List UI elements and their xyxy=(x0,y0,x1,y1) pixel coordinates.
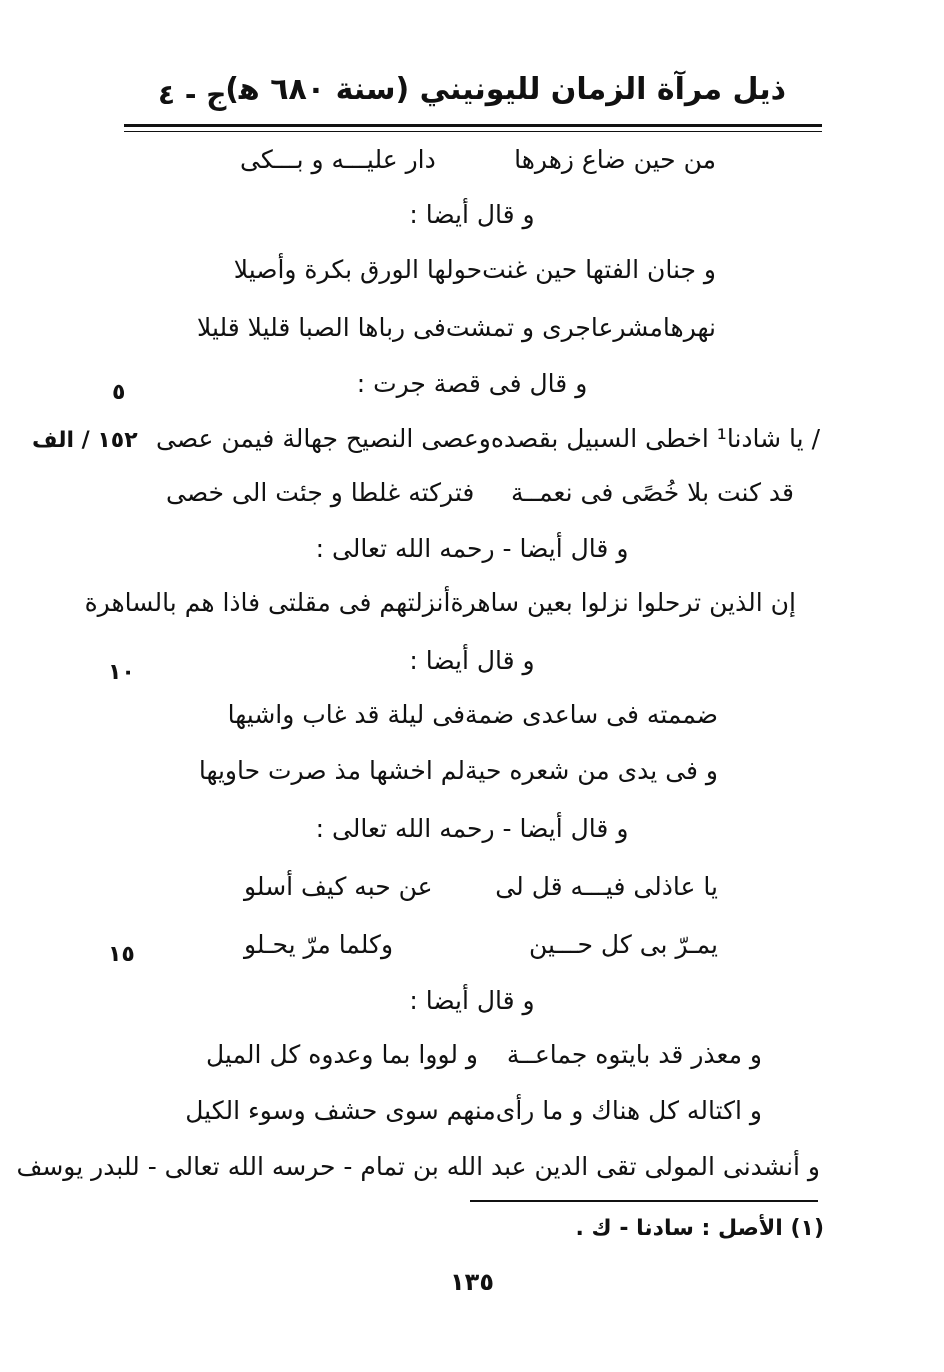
verse-line xyxy=(244,930,718,959)
verse-line xyxy=(206,1040,762,1069)
section-heading: و قال أيضا - رحمه الله تعالى : xyxy=(315,534,629,563)
verse-first-hemistich: قد كنت بلا خُصًى فى نعمــة xyxy=(511,478,794,507)
prose-line: و أنشدنى المولى تقى الدين عبد الله بن تمام - حرسه الله تعالى - للبدر يوسف xyxy=(16,1152,820,1181)
verse-first-hemistich: من حين ضاع زهرها xyxy=(514,145,716,174)
margin-line-number: ١٥ xyxy=(108,942,135,967)
section-heading: و قال أيضا - رحمه الله تعالى : xyxy=(315,814,629,843)
volume-label: ج - ٤ xyxy=(158,78,227,111)
header-rule-thin xyxy=(124,131,822,132)
header-rule-thick xyxy=(124,124,822,127)
verse-second-hemistich: لم اخشها مذ صرت حاويها xyxy=(198,756,466,785)
folio-marker: ١٥٢ / الف xyxy=(32,428,138,453)
verse-first-hemistich: / يا شادنا¹ اخطى السبيل بقصده xyxy=(490,424,820,453)
verse-first-hemistich: و معذر قد بايتوه جماعــة xyxy=(506,1040,762,1069)
verse-second-hemistich: و لووا بما وعدوه كل الميل xyxy=(206,1040,478,1069)
verse-line xyxy=(227,700,718,729)
verse-line xyxy=(197,313,716,342)
verse-second-hemistich: فى ليلة قد غاب واشيها xyxy=(227,700,466,729)
verse-second-hemistich: فتركته غلطا و جئت الى خصى xyxy=(166,478,475,507)
section-heading: و قال أيضا : xyxy=(409,200,535,229)
verse-first-hemistich: ضممته فى ساعدى ضمة xyxy=(465,700,718,729)
verse-line xyxy=(233,255,716,284)
section-heading: و قال أيضا : xyxy=(409,986,535,1015)
verse-second-hemistich: عن حبه كيف أسلو xyxy=(244,872,433,901)
footnote-rule xyxy=(470,1200,818,1202)
section-heading: و قال فى قصة جرت : xyxy=(356,369,588,398)
footnote: (١) الأصل : سادنا - ك . xyxy=(575,1216,824,1241)
margin-line-number: ٥ xyxy=(112,380,126,405)
verse-line xyxy=(198,756,718,785)
verse-line xyxy=(166,478,794,507)
verse-first-hemistich: و اكتاله كل هناك و ما رأى xyxy=(495,1096,762,1125)
verse-second-hemistich: فى رباها الصبا قليلا قليلا xyxy=(197,313,446,342)
verse-second-hemistich: حولها الورق بكرة وأصيلا xyxy=(233,255,483,284)
verse-line xyxy=(156,424,820,453)
verse-second-hemistich: وعصى النصيح جهالة فيمن عصى xyxy=(156,424,491,453)
verse-line xyxy=(84,588,796,617)
verse-line xyxy=(185,1096,762,1125)
page-number: ١٣٥ xyxy=(450,1268,494,1296)
verse-first-hemistich: يا عاذلى فيـــه قل لى xyxy=(495,872,718,901)
verse-second-hemistich: دار عليـــه و بـــكى xyxy=(240,145,436,174)
verse-first-hemistich: نهرهامشرعاجرى و تمشت xyxy=(445,313,716,342)
margin-line-number: ١٠ xyxy=(108,660,135,685)
verse-second-hemistich: أنزلتهم فى مقلتى فاذا هم بالساهرة xyxy=(84,588,451,617)
verse-first-hemistich: يمـرّ بى كل حـــين xyxy=(528,930,718,959)
running-title: ذيل مرآة الزمان لليونيني (سنة ٦٨٠ ﻫ) xyxy=(225,72,786,107)
verse-line xyxy=(244,872,718,901)
verse-second-hemistich: وكلما مرّ يحـلو xyxy=(244,930,394,959)
verse-line xyxy=(240,145,716,174)
verse-first-hemistich: و فى يدى من شعره حية xyxy=(465,756,718,785)
verse-first-hemistich: و جنان الفتها حين غنت xyxy=(482,255,716,284)
verse-second-hemistich: منهم سوى حشف وسوء الكيل xyxy=(185,1096,496,1125)
verse-first-hemistich: إن الذين ترحلوا نزلوا بعين ساهرة xyxy=(450,588,796,617)
section-heading: و قال أيضا : xyxy=(409,646,535,675)
